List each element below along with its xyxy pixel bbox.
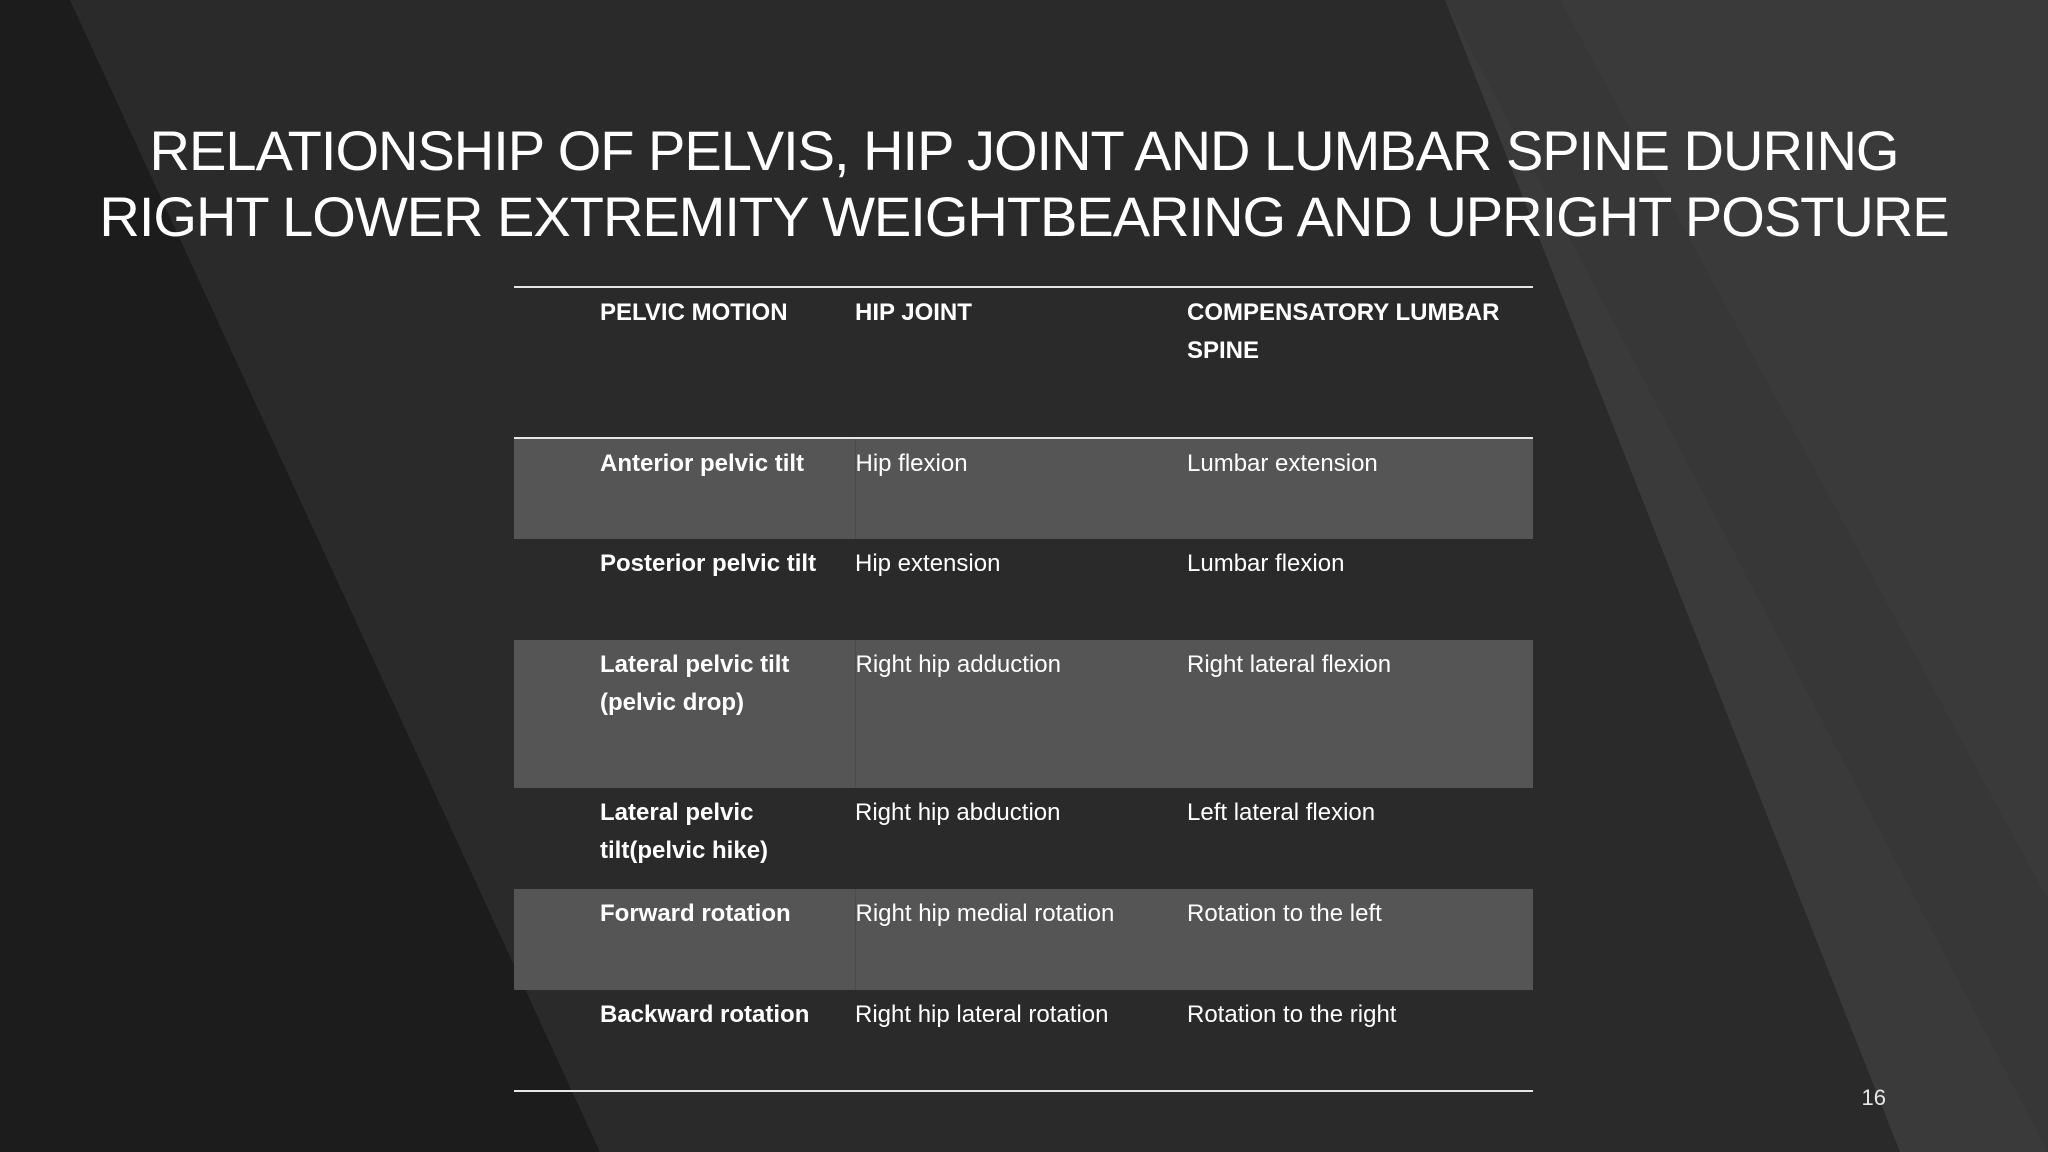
title-line-2: RIGHT LOWER EXTREMITY WEIGHTBEARING AND UPRIGHT POSTURE — [99, 185, 1949, 248]
slide-title — [0, 118, 2048, 250]
cell-lumbar-spine: Lumbar flexion — [1187, 550, 1345, 577]
table-row — [514, 539, 1533, 640]
cell-pelvic-motion: Forward rotation — [514, 889, 855, 990]
cell-hip-joint: Right hip medial rotation — [855, 900, 1115, 927]
cell-lumbar-spine: Left lateral flexion — [1187, 799, 1376, 826]
cell-hip-joint: Hip flexion — [855, 450, 968, 477]
cell-pelvic-motion: Posterior pelvic tilt — [600, 550, 817, 577]
header-compensatory-lumbar-spine: COMPENSATORY LUMBAR SPINE — [1187, 299, 1500, 364]
table-header-row — [514, 287, 1533, 438]
page-number: 16 — [1861, 1085, 1886, 1110]
cell-hip-joint: Right hip lateral rotation — [855, 1001, 1109, 1028]
header-pelvic-motion: PELVIC MOTION — [600, 299, 788, 326]
cell-pelvic-motion: Lateral pelvic tilt (pelvic drop) — [514, 640, 855, 788]
cell-hip-joint: Hip extension — [855, 550, 1001, 577]
cell-lumbar-spine: Rotation to the left — [1187, 900, 1382, 927]
table-row — [514, 788, 1533, 889]
cell-pelvic-motion: Lateral pelvic tilt(pelvic hike) — [600, 799, 769, 864]
table-row — [514, 640, 1533, 788]
title-line-1: RELATIONSHIP OF PELVIS, HIP JOINT AND LUMBAR SPINE DURING — [149, 119, 1899, 182]
table-row — [514, 990, 1533, 1091]
cell-lumbar-spine: Right lateral flexion — [1187, 651, 1392, 678]
cell-lumbar-spine: Lumbar extension — [1187, 450, 1378, 477]
cell-hip-joint: Right hip adduction — [855, 651, 1061, 678]
header-hip-joint: HIP JOINT — [855, 299, 972, 326]
table-row — [514, 438, 1533, 539]
cell-hip-joint: Right hip abduction — [855, 799, 1061, 826]
cell-pelvic-motion: Anterior pelvic tilt — [514, 438, 855, 539]
cell-pelvic-motion: Backward rotation — [600, 1001, 810, 1028]
relationship-table — [514, 286, 1533, 1092]
table-row — [514, 889, 1533, 990]
cell-lumbar-spine: Rotation to the right — [1187, 1001, 1397, 1028]
